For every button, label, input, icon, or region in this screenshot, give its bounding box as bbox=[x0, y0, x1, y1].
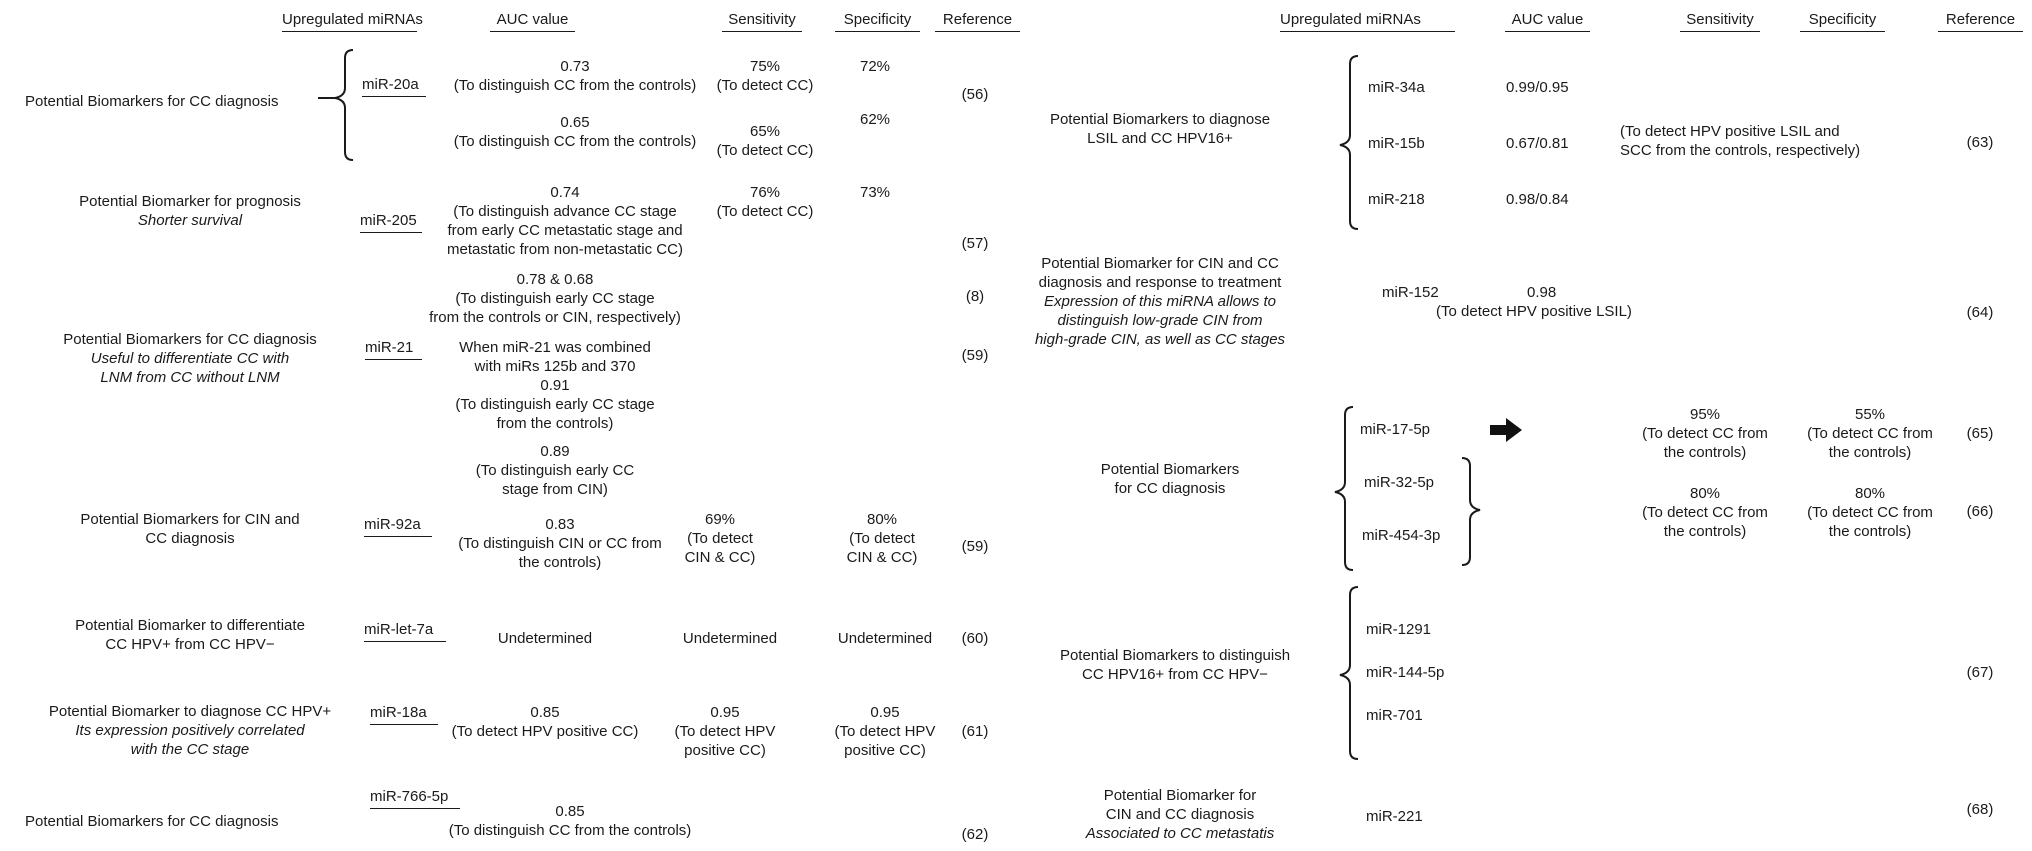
brace-r3 bbox=[1335, 407, 1353, 570]
g4-auc: 0.83 (To distinguish CIN or CC from the controls) bbox=[458, 516, 662, 571]
brace-r3-inner bbox=[1462, 458, 1480, 565]
g1-sens2: 65% (To detect CC) bbox=[716, 123, 814, 159]
r3-mirna-3: miR-454-3p bbox=[1362, 527, 1441, 544]
g7-label: Potential Biomarkers for CC diagnosis bbox=[25, 813, 279, 830]
r3-mirna-1: miR-17-5p bbox=[1360, 421, 1431, 438]
header-right-auc: AUC value bbox=[1505, 10, 1590, 32]
g7-mirna: miR-766-5p bbox=[370, 787, 460, 809]
header-right-mirnas: Upregulated miRNAs bbox=[1280, 10, 1455, 32]
g5-ref: (60) bbox=[961, 630, 989, 647]
g3-mirna: miR-21 bbox=[365, 338, 422, 360]
r1-sens: (To detect HPV positive LSIL and SCC from the controls, respectively) bbox=[1620, 123, 1861, 159]
g3-auc-c: 0.89 (To distinguish early CC stage from CIN) bbox=[475, 443, 635, 498]
r4-ref: (67) bbox=[1966, 664, 1994, 681]
g2-mirna: miR-205 bbox=[360, 211, 422, 233]
r1-ref: (63) bbox=[1966, 134, 1994, 151]
g3-auc-a: 0.78 & 0.68 (To distinguish early CC stage from the controls or CIN, respectively) bbox=[429, 271, 681, 326]
r3-ref-b: (66) bbox=[1966, 503, 1994, 520]
g3-auc-b: When miR-21 was combined with miRs 125b and 370 0.91 (To distinguish early CC stage from the controls) bbox=[455, 339, 655, 432]
g6-auc: 0.85 (To detect HPV positive CC) bbox=[451, 704, 639, 740]
g4-spec: 80% (To detect CIN & CC) bbox=[846, 511, 918, 566]
g5-sens: Undetermined bbox=[682, 630, 778, 647]
g6-ref: (61) bbox=[961, 723, 989, 740]
r1-mirna-3: miR-218 bbox=[1368, 191, 1425, 208]
r1-mirna-2: miR-15b bbox=[1368, 135, 1425, 152]
header-left-sensitivity: Sensitivity bbox=[722, 10, 802, 32]
g2-label: Potential Biomarker for prognosis Shorter survival bbox=[79, 193, 301, 229]
r3-spec-b: 80% (To detect CC from the controls) bbox=[1807, 485, 1933, 540]
r5-ref: (68) bbox=[1966, 801, 1994, 818]
g2-sens: 76% (To detect CC) bbox=[716, 184, 814, 220]
g6-label: Potential Biomarker to diagnose CC HPV+ Its expression positively correlated with the CC stage bbox=[48, 703, 332, 758]
g3-ref-b: (59) bbox=[961, 347, 989, 364]
g2-auc: 0.74 (To distinguish advance CC stage from early CC metastatic stage and metastatic from non-metastatic CC) bbox=[447, 184, 683, 258]
r2-mirna: miR-152 bbox=[1382, 284, 1439, 301]
g7-auc: 0.85 (To distinguish CC from the controls) bbox=[448, 803, 692, 839]
header-right-reference: Reference bbox=[1938, 10, 2023, 32]
r3-label: Potential Biomarkers for CC diagnosis bbox=[1100, 461, 1240, 497]
header-left-specificity: Specificity bbox=[835, 10, 920, 32]
g4-sens: 69% (To detect CIN & CC) bbox=[684, 511, 756, 566]
g4-mirna: miR-92a bbox=[364, 515, 432, 537]
r3-spec-a: 55% (To detect CC from the controls) bbox=[1807, 406, 1933, 461]
g2-spec: 73% bbox=[859, 184, 891, 201]
r1-label: Potential Biomarkers to diagnose LSIL and CC HPV16+ bbox=[1049, 111, 1271, 147]
r4-label: Potential Biomarkers to distinguish CC HPV16+ from CC HPV− bbox=[1059, 647, 1291, 683]
brace-r4 bbox=[1340, 587, 1358, 759]
g1-sens1: 75% (To detect CC) bbox=[716, 58, 814, 94]
g5-label: Potential Biomarker to differentiate CC HPV+ from CC HPV− bbox=[75, 617, 305, 653]
r2-ref: (64) bbox=[1966, 304, 1994, 321]
g1-ref: (56) bbox=[961, 86, 989, 103]
r2-label: Potential Biomarker for CIN and CC diagnosis and response to treatment Expression of this miRNA allows to distinguish low-grade CIN from high-grade CIN, as well as CC stages bbox=[1034, 255, 1286, 348]
g6-sens: 0.95 (To detect HPV positive CC) bbox=[674, 704, 776, 759]
r3-sens-a: 95% (To detect CC from the controls) bbox=[1642, 406, 1768, 461]
g7-ref: (62) bbox=[961, 826, 989, 843]
r3-mirna-2: miR-32-5p bbox=[1364, 474, 1435, 491]
r5-label: Potential Biomarker for CIN and CC diagnosis Associated to CC metastatis bbox=[1085, 787, 1275, 842]
r1-auc-3: 0.98/0.84 bbox=[1506, 191, 1569, 208]
r2-auc-note: (To detect HPV positive LSIL) bbox=[1436, 303, 1632, 320]
header-right-sensitivity: Sensitivity bbox=[1680, 10, 1760, 32]
r1-auc-2: 0.67/0.81 bbox=[1506, 135, 1569, 152]
header-left-auc: AUC value bbox=[490, 10, 575, 32]
g1-auc2: 0.65 (To distinguish CC from the controls) bbox=[453, 114, 697, 150]
g1-spec2: 62% bbox=[859, 111, 891, 128]
header-left-reference: Reference bbox=[935, 10, 1020, 32]
brace-r1 bbox=[1340, 56, 1358, 229]
r5-mirna: miR-221 bbox=[1366, 808, 1423, 825]
g5-auc: Undetermined bbox=[497, 630, 593, 647]
r3-sens-b: 80% (To detect CC from the controls) bbox=[1642, 485, 1768, 540]
g1-auc1: 0.73 (To distinguish CC from the controls) bbox=[453, 58, 697, 94]
r4-mirna-2: miR-144-5p bbox=[1366, 664, 1445, 681]
g1-label: Potential Biomarkers for CC diagnosis bbox=[25, 93, 279, 110]
brace-g1 bbox=[335, 50, 353, 160]
header-right-specificity: Specificity bbox=[1800, 10, 1885, 32]
g5-mirna: miR-let-7a bbox=[364, 620, 446, 642]
r3-ref-a: (65) bbox=[1966, 425, 1994, 442]
r1-auc-1: 0.99/0.95 bbox=[1506, 79, 1569, 96]
g4-ref: (59) bbox=[961, 538, 989, 555]
r4-mirna-3: miR-701 bbox=[1366, 707, 1423, 724]
g3-ref-a: (8) bbox=[965, 288, 985, 305]
r1-mirna-1: miR-34a bbox=[1368, 79, 1425, 96]
g6-mirna: miR-18a bbox=[370, 703, 438, 725]
r2-auc-value: 0.98 bbox=[1527, 284, 1557, 301]
g2-ref: (57) bbox=[961, 235, 989, 252]
r4-mirna-1: miR-1291 bbox=[1366, 621, 1432, 638]
g5-spec: Undetermined bbox=[837, 630, 933, 647]
g1-spec1: 72% bbox=[859, 58, 891, 75]
g1-mirna: miR-20a bbox=[362, 75, 426, 97]
g3-label: Potential Biomarkers for CC diagnosis Useful to differentiate CC with LNM from CC without LNM bbox=[63, 331, 317, 386]
g6-spec: 0.95 (To detect HPV positive CC) bbox=[834, 704, 936, 759]
g4-label: Potential Biomarkers for CIN and CC diagnosis bbox=[80, 511, 300, 547]
header-left-mirnas: Upregulated miRNAs bbox=[282, 10, 417, 32]
